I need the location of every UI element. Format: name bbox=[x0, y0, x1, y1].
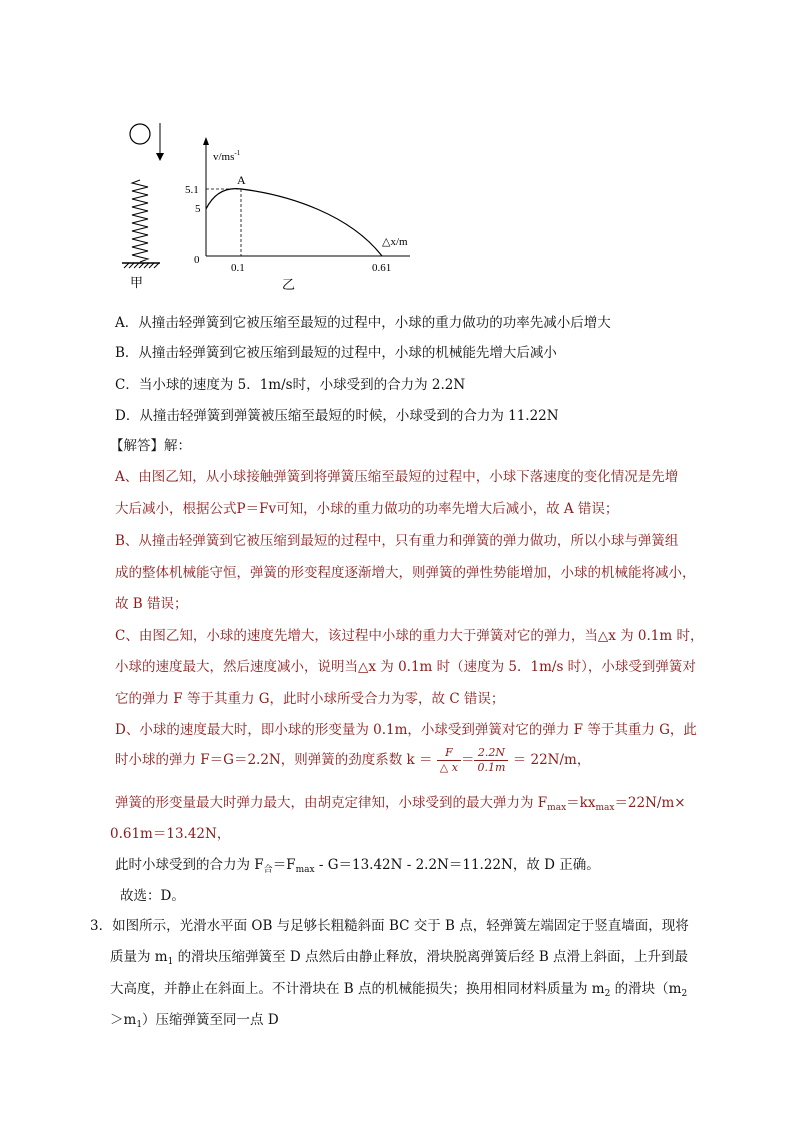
q3-l3-sub2: 2 bbox=[681, 989, 688, 999]
d5-fmax: ＝F bbox=[272, 857, 296, 873]
q3-l4-text: ＞m bbox=[110, 1012, 137, 1028]
answer-header: 【解答】解： bbox=[110, 438, 191, 454]
spring-coil bbox=[132, 180, 148, 262]
d3-kx: ＝kx bbox=[566, 795, 596, 811]
q3-l3-text: 大高度，并静止在斜面上。不计滑块在 B 点的机械能损失；换用相同材料质量为 m bbox=[110, 981, 605, 997]
answer-a-line1: A、由图乙知，从小球接触弹簧到将弹簧压缩至最短的过程中，小球下落速度的变化情况是先增 bbox=[115, 469, 679, 485]
q3-l4-sub: 1 bbox=[136, 1020, 143, 1030]
fraction1-denominator: △ x bbox=[439, 761, 458, 774]
fraction1-numerator: F bbox=[437, 746, 461, 761]
q3-l2-sub: 1 bbox=[167, 957, 174, 967]
fraction2-denominator: 0.1m bbox=[477, 761, 506, 774]
d5-text: 此时小球受到的合力为 F bbox=[115, 857, 264, 873]
answer-d-line2-text: 时小球的弹力 F＝G＝2.2N，则弹簧的劲度系数 k ＝ bbox=[115, 752, 433, 768]
d5-sub-he: 合 bbox=[263, 865, 273, 875]
d3-sub-max2: max bbox=[595, 803, 615, 813]
answer-choice: 故选：D。 bbox=[120, 888, 185, 904]
fraction-2-2n-over-0-1m bbox=[474, 746, 508, 775]
answer-d-line2-result: ＝ 22N/m， bbox=[512, 752, 591, 768]
q3-l2-text: 质量为 m bbox=[110, 949, 168, 965]
peak-label-a: A bbox=[237, 173, 246, 187]
option-a: A．从撞击轻弹簧到它被压缩至最短的过程中，小球的重力做功的功率先减小后增大 bbox=[115, 315, 611, 331]
answer-d-line3 bbox=[115, 791, 686, 813]
q3-l4-rest: ）压缩弹簧至同一点 D bbox=[142, 1012, 279, 1028]
fall-arrow-head bbox=[156, 153, 164, 161]
q3-line3 bbox=[110, 977, 687, 999]
x-tick-0-61: 0.61 bbox=[372, 262, 392, 274]
answer-b-line3: 故 B 错误； bbox=[115, 596, 188, 612]
answer-d-line2 bbox=[115, 743, 590, 777]
y-tick-5-1: 5.1 bbox=[185, 184, 199, 196]
answer-c-line1: C、由图乙知，小球的速度先增大，该过程中小球的重力大于弹簧对它的弹力，当△x 为 0.1m 时， bbox=[115, 628, 704, 644]
answer-b-line2: 成的整体机械能守恒，弹簧的形变程度逐渐增大，则弹簧的弹性势能增加，小球的机械能将减小， bbox=[115, 565, 696, 581]
physics-figure bbox=[110, 115, 430, 295]
equals-sign: ＝ bbox=[460, 752, 475, 768]
x-tick-0-1: 0.1 bbox=[231, 262, 245, 274]
y-tick-5: 5 bbox=[195, 203, 201, 215]
q3-l3-sub: 2 bbox=[604, 989, 611, 999]
d5-sub-max: max bbox=[295, 865, 315, 875]
answer-a-line2: 大后减小，根据公式P＝Fv可知，小球的重力做功的功率先增大后减小，故 A 错误； bbox=[115, 501, 619, 517]
label-jia: 甲 bbox=[130, 275, 144, 290]
answer-b-line1: B、从撞击轻弹簧到它被压缩到最短的过程中，只有重力和弹簧的弹力做功，所以小球与弹簧组 bbox=[115, 533, 679, 549]
origin-label: 0 bbox=[194, 254, 200, 266]
q3-line1: 3．如图所示，光滑水平面 OB 与足够长粗糙斜面 BC 交于 B 点，轻弹簧左端固定于竖直墙面，现将 bbox=[90, 918, 689, 934]
y-axis-arrow bbox=[203, 137, 209, 145]
answer-c-line3: 它的弹力 F 等于其重力 G，此时小球所受合力为零，故 C 错误； bbox=[115, 691, 505, 707]
option-b: B．从撞击轻弹簧到它被压缩到最短的过程中，小球的机械能先增大后减小 bbox=[115, 345, 557, 361]
d3-sub-max: max bbox=[547, 803, 567, 813]
d5-result: - G＝13.42N - 2.2N＝11.22N，故 D 正确。 bbox=[314, 857, 600, 873]
option-d: D．从撞击轻弹簧到弹簧被压缩至最短的时候，小球受到的合力为 11.22N bbox=[115, 408, 559, 424]
x-axis-label: △x/m bbox=[382, 236, 408, 248]
answer-c-line2: 小球的速度最大，然后速度减小，说明当△x 为 0.1m 时（速度为 5．1m/s 时），小球受到弹簧对 bbox=[115, 659, 696, 675]
answer-d-line1: D、小球的速度最大时，即小球的形变量为 0.1m，小球受到弹簧对它的弹力 F 等于其重力 G，此 bbox=[115, 722, 697, 738]
q3-line4 bbox=[110, 1008, 279, 1030]
q3-line2 bbox=[110, 945, 688, 967]
y-axis-label: $v/ms^{-1}$ bbox=[213, 149, 241, 163]
d3-text: 弹簧的形变量最大时弹力最大，由胡克定律知，小球受到的最大弹力为 F bbox=[115, 795, 548, 811]
velocity-curve bbox=[206, 189, 382, 256]
option-c: C．当小球的速度为 5．1m/s时，小球受到的合力为 2.2N bbox=[115, 377, 466, 393]
ball-circle bbox=[130, 124, 150, 144]
answer-d-line4: 0.61m＝13.42N， bbox=[110, 826, 231, 842]
fraction-f-over-dx bbox=[437, 746, 461, 775]
d3-result: ＝22N/m× bbox=[614, 795, 686, 811]
answer-d-line5 bbox=[115, 853, 600, 875]
fraction2-numerator: 2.2N bbox=[474, 746, 508, 761]
q3-l2-rest: 的滑块压缩弹簧至 D 点然后由静止释放，滑块脱离弹簧后经 B 点滑上斜面，上升到最 bbox=[173, 949, 689, 965]
q3-l3-rest: 的滑块（m bbox=[610, 981, 682, 997]
label-yi: 乙 bbox=[282, 277, 296, 292]
